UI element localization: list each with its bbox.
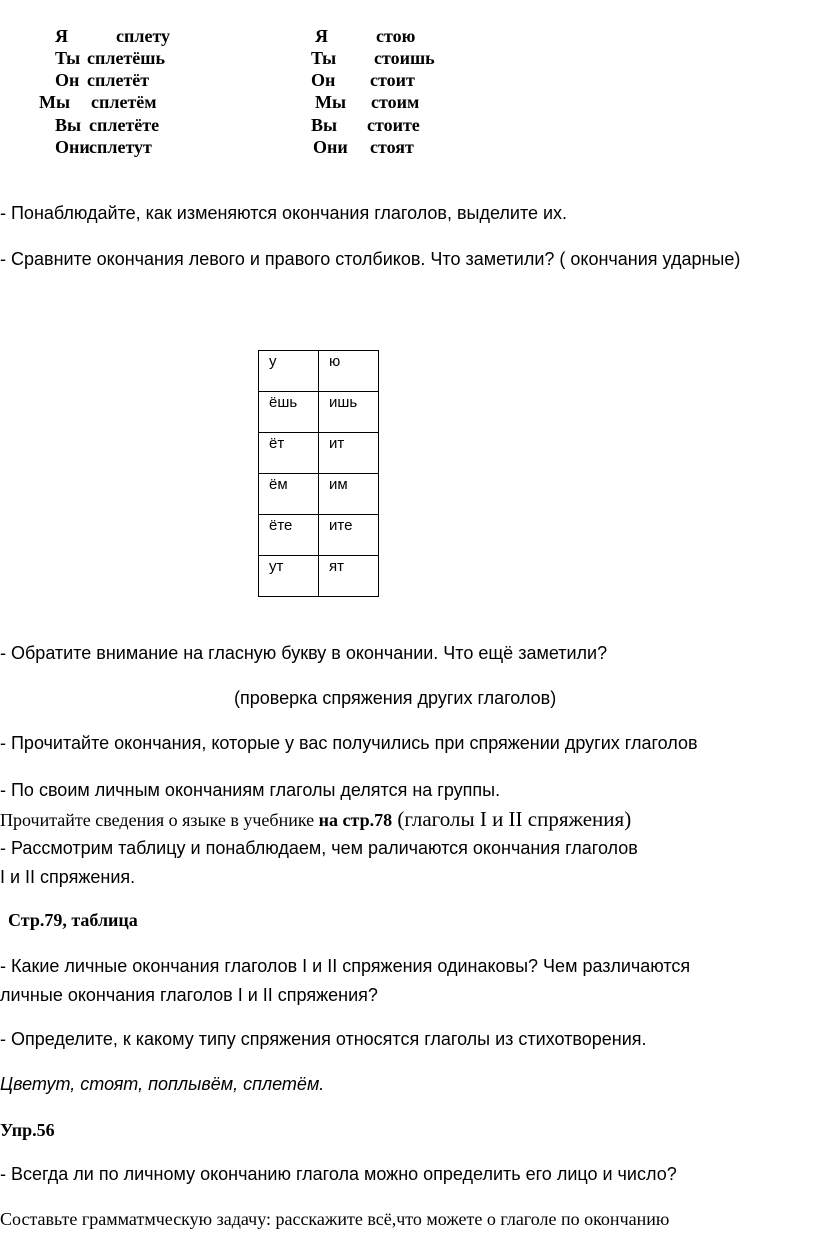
pronoun: Ты xyxy=(55,48,81,68)
table-cell: ит xyxy=(319,433,379,474)
paragraph-textbook xyxy=(0,807,631,832)
verb-examples: Цветут, стоят, поплывём, сплетём. xyxy=(0,1074,325,1094)
paragraph-question-same: - Какие личные окончания глаголов I и II спряжения одинаковы? Чем различаются xyxy=(0,956,691,976)
page-reference: Стр.79, таблица xyxy=(8,910,138,930)
verb-form: сплетёшь xyxy=(87,48,165,68)
endings-table xyxy=(258,350,379,597)
paragraph-always: - Всегда ли по личному окончанию глагола можно определить его лицо и число? xyxy=(0,1164,677,1184)
verb-form: сплетёт xyxy=(87,70,150,90)
table-row xyxy=(259,474,379,515)
textbook-text: Прочитайте сведения о языке в учебнике xyxy=(0,810,319,830)
verb-form: сплетут xyxy=(89,137,152,157)
table-cell: ём xyxy=(259,474,319,515)
pronoun: Я xyxy=(315,26,328,46)
verb-form: сплету xyxy=(116,26,171,46)
pronoun: Ты xyxy=(311,48,337,68)
paragraph-determine: - Определите, к какому типу спряжения относятся глаголы из стихотворения. xyxy=(0,1029,647,1049)
verb-form: стоим xyxy=(371,92,420,112)
verb-form: стоит xyxy=(370,70,415,90)
verb-form: стоите xyxy=(367,115,420,135)
verb-form: стою xyxy=(376,26,416,46)
pronoun: Вы xyxy=(55,115,82,135)
paragraph-compare: - Сравните окончания левого и правого столбиков. Что заметили? ( окончания ударные) xyxy=(0,249,741,269)
table-row xyxy=(259,433,379,474)
paragraph-read-endings: - Прочитайте окончания, которые у вас получились при спряжении других глаголов xyxy=(0,733,698,753)
table-cell: ёшь xyxy=(259,392,319,433)
paragraph-question-diff: личные окончания глаголов I и II спряжения? xyxy=(0,985,378,1005)
exercise-number: Упр.56 xyxy=(0,1120,55,1140)
table-cell: ите xyxy=(319,515,379,556)
verb-form: сплетём xyxy=(91,92,157,112)
pronoun: Он xyxy=(311,70,336,90)
paragraph-task: Составьте грамматмческую задачу: расскажите всё,что можете о глаголе по окончанию xyxy=(0,1209,670,1229)
table-cell: ишь xyxy=(319,392,379,433)
table-cell: у xyxy=(259,351,319,392)
pronoun: Мы xyxy=(39,92,71,112)
textbook-page: на стр.78 xyxy=(318,810,393,830)
pronoun: Мы xyxy=(315,92,347,112)
table-cell: ю xyxy=(319,351,379,392)
paragraph-table-observe: - Рассмотрим таблицу и понаблюдаем, чем раличаются окончания глаголов xyxy=(0,838,638,858)
paragraph-check: (проверка спряжения других глаголов) xyxy=(234,688,557,708)
table-cell: им xyxy=(319,474,379,515)
table-row xyxy=(259,351,379,392)
textbook-topic: (глаголы I и II спряжения) xyxy=(392,807,632,831)
table-cell: ут xyxy=(259,556,319,597)
paragraph-vowel: - Обратите внимание на гласную букву в окончании. Что ещё заметили? xyxy=(0,643,608,663)
pronoun: Вы xyxy=(311,115,338,135)
table-row xyxy=(259,392,379,433)
table-row xyxy=(259,515,379,556)
paragraph-conjugations: I и II спряжения. xyxy=(0,867,136,887)
table-row xyxy=(259,556,379,597)
pronoun: Они xyxy=(313,137,348,157)
paragraph-groups: - По своим личным окончаниям глаголы делятся на группы. xyxy=(0,780,501,800)
table-cell: ят xyxy=(319,556,379,597)
pronoun: Они xyxy=(55,137,90,157)
pronoun: Я xyxy=(55,26,68,46)
table-cell: ёте xyxy=(259,515,319,556)
paragraph-observe: - Понаблюдайте, как изменяются окончания глаголов, выделите их. xyxy=(0,203,568,223)
verb-form: сплетёте xyxy=(89,115,160,135)
table-cell: ёт xyxy=(259,433,319,474)
verb-form: стоят xyxy=(370,137,414,157)
pronoun: Он xyxy=(55,70,80,90)
verb-form: стоишь xyxy=(374,48,435,68)
